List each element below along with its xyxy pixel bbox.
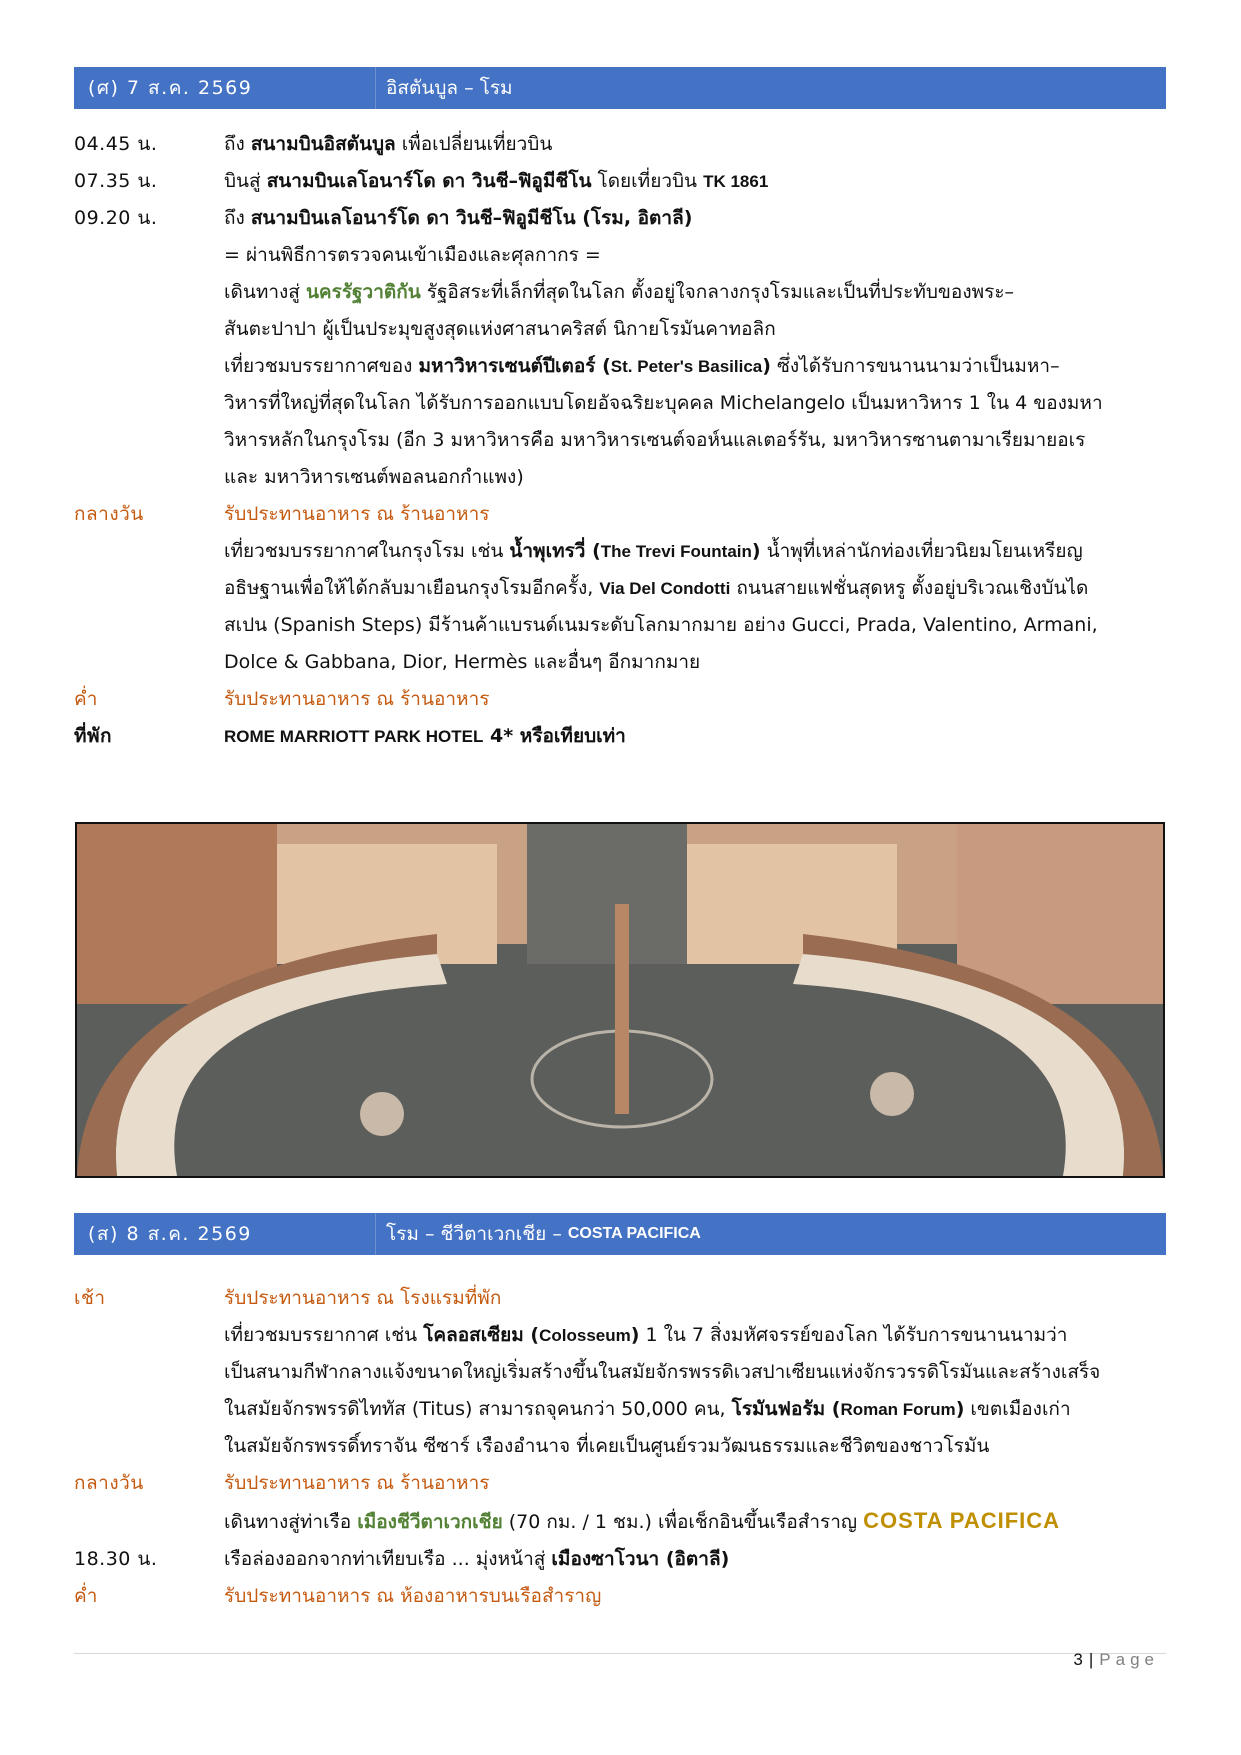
itinerary-row [74, 1354, 1166, 1391]
meal-description: รับประทานอาหาร ณ ร้านอาหาร [224, 688, 490, 710]
place-highlight: เมืองชีวีตาเวกเชีย [357, 1511, 503, 1533]
flight-number: TK 1861 [703, 172, 769, 191]
itinerary-row [74, 348, 1166, 385]
row-time: 07.35 น. [74, 170, 158, 192]
place-highlight: นครรัฐวาติกัน [305, 281, 421, 303]
costa-pacifica-logo-text: COSTA PACIFICA [863, 1508, 1061, 1533]
itinerary-row [74, 459, 1166, 496]
row-description: เที่ยวชมบรรยากาศในกรุงโรม เช่น น้ำพุเทรวี่ (The Trevi Fountain) น้ำพุที่เหล่านักท่องเที่ยวนิยมโยนเหรียญ [224, 540, 1083, 562]
itinerary-row [74, 644, 1166, 681]
day-route: อิสตันบูล – โรม [386, 77, 513, 99]
itinerary-row [74, 533, 1166, 570]
hotel-row [74, 718, 1166, 755]
row-description: เที่ยวชมบรรยากาศ เช่น โคลอสเซียม (Colosseum) 1 ใน 7 สิ่งมหัศจรรย์ของโลก ได้รับการขนานนามว่า [224, 1324, 1068, 1346]
row-time: 09.20 น. [74, 207, 158, 229]
row-description: เดินทางสู่ท่าเรือ เมืองชีวีตาเวกเชีย (70 กม. / 1 ชม.) เพื่อเช็กอินขึ้นเรือสำราญ COSTA PACIFICA [224, 1508, 1061, 1533]
itinerary-row [74, 200, 1166, 237]
row-description: เดินทางสู่ นครรัฐวาติกัน รัฐอิสระที่เล็กที่สุดในโลก ตั้งอยู่ใจกลางกรุงโรมและเป็นที่ประทับของพระ– [224, 281, 1015, 303]
row-time: 04.45 น. [74, 133, 158, 155]
hotel-label: ที่พัก [74, 725, 113, 747]
day-header-1 [74, 67, 1166, 109]
row-description: = ผ่านพิธีการตรวจคนเข้าเมืองและศุลกากร = [224, 244, 601, 266]
day-header-2 [74, 1213, 1166, 1255]
itinerary-row [74, 1391, 1166, 1428]
row-time: 18.30 น. [74, 1548, 158, 1570]
itinerary-row [74, 163, 1166, 200]
meal-time: กลางวัน [74, 503, 144, 525]
meal-description: รับประทานอาหาร ณ ร้านอาหาร [224, 503, 490, 525]
meal-description: รับประทานอาหาร ณ ร้านอาหาร [224, 1472, 490, 1494]
day1-itinerary [74, 126, 1166, 755]
row-description: ในสมัยจักรพรรดิไททัส (Titus) สามารถจุคนกว่า 50,000 คน, โรมันฟอรัม (Roman Forum) เขตเมืองเก่า [224, 1398, 1071, 1420]
itinerary-row [74, 1317, 1166, 1354]
meal-row [74, 496, 1166, 533]
itinerary-row [74, 274, 1166, 311]
row-description: ถึง สนามบินเลโอนาร์โด ดา วินชี–ฟิอูมีชีโน (โรม, อิตาลี) [224, 207, 693, 229]
meal-row [74, 1465, 1166, 1502]
footer-divider [74, 1653, 1166, 1654]
day-date: (ศ) 7 ส.ค. 2569 [74, 67, 376, 109]
meal-time: กลางวัน [74, 1472, 144, 1494]
row-description: วิหารที่ใหญ่ที่สุดในโลก ได้รับการออกแบบโดยอัจฉริยะบุคคล Michelangelo เป็นมหาวิหาร 1 ใน 4 ของมหา [224, 392, 1103, 414]
meal-time: ค่ำ [74, 1585, 98, 1607]
st-peters-square-photo [75, 822, 1165, 1178]
itinerary-row [74, 1502, 1166, 1541]
itinerary-row [74, 237, 1166, 274]
meal-row [74, 1578, 1166, 1615]
row-description: เรือล่องออกจากท่าเทียบเรือ ... มุ่งหน้าสู่ เมืองซาโวนา (อิตาลี) [224, 1548, 730, 1570]
row-description: เป็นสนามกีฬากลางแจ้งขนาดใหญ่เริ่มสร้างขึ้นในสมัยจักรพรรดิเวสปาเซียนแห่งจักรวรรดิโรมันและสร้างเสร็จ [224, 1361, 1101, 1383]
meal-time: เช้า [74, 1287, 106, 1309]
day-route: โรม – ชีวีตาเวกเชีย – COSTA PACIFICA [386, 1223, 701, 1245]
itinerary-row [74, 570, 1166, 607]
day2-itinerary [74, 1280, 1166, 1615]
row-description: วิหารหลักในกรุงโรม (อีก 3 มหาวิหารคือ มหาวิหารเซนต์จอห์นแลเตอร์รัน, มหาวิหารซานตามาเรียมายอเร [224, 429, 1086, 451]
itinerary-row [74, 126, 1166, 163]
row-description: สเปน (Spanish Steps) มีร้านค้าแบรนด์เนมระดับโลกมากมาย อย่าง Gucci, Prada, Valentino, Armani, [224, 614, 1098, 636]
row-description: สันตะปาปา ผู้เป็นประมุขสูงสุดแห่งศาสนาคริสต์ นิกายโรมันคาทอลิก [224, 318, 776, 340]
meal-row [74, 681, 1166, 718]
itinerary-row [74, 385, 1166, 422]
row-description: ในสมัยจักรพรรดิ์ทราจัน ซีซาร์ เรืองอำนาจ ที่เคยเป็นศูนย์รวมวัฒนธรรมและชีวิตของชาวโรมัน [224, 1435, 990, 1457]
itinerary-row [74, 1541, 1166, 1578]
row-description: เที่ยวชมบรรยากาศของ มหาวิหารเซนต์ปีเตอร์ (St. Peter's Basilica) ซึ่งได้รับการขนานนามว่าเป็นมหา– [224, 355, 1060, 377]
day-date: (ส) 8 ส.ค. 2569 [74, 1213, 376, 1255]
meal-description: รับประทานอาหาร ณ โรงแรมที่พัก [224, 1287, 502, 1309]
itinerary-row [74, 311, 1166, 348]
meal-description: รับประทานอาหาร ณ ห้องอาหารบนเรือสำราญ [224, 1585, 602, 1607]
row-description: และ มหาวิหารเซนต์พอลนอกกำแพง) [224, 466, 524, 488]
row-description: บินสู่ สนามบินเลโอนาร์โด ดา วินชี–ฟิอูมีชีโน โดยเที่ยวบิน TK 1861 [224, 170, 769, 192]
itinerary-row [74, 422, 1166, 459]
ship-name: COSTA PACIFICA [567, 1225, 701, 1242]
meal-time: ค่ำ [74, 688, 98, 710]
meal-row [74, 1280, 1166, 1317]
hotel-name: ROME MARRIOTT PARK HOTEL 4* หรือเทียบเท่า [224, 725, 626, 747]
page-number: 3 | Page [1073, 1650, 1159, 1669]
itinerary-row [74, 607, 1166, 644]
itinerary-row [74, 1428, 1166, 1465]
row-description: ถึง สนามบินอิสตันบูล เพื่อเปลี่ยนเที่ยวบิน [224, 133, 553, 155]
row-description: Dolce & Gabbana, Dior, Hermès และอื่นๆ อีกมากมาย [224, 651, 701, 673]
row-description: อธิษฐานเพื่อให้ได้กลับมาเยือนกรุงโรมอีกครั้ง, Via Del Condotti ถนนสายแฟชั่นสุดหรู ตั้งอยู่บริเวณเชิงบันได [224, 577, 1089, 599]
